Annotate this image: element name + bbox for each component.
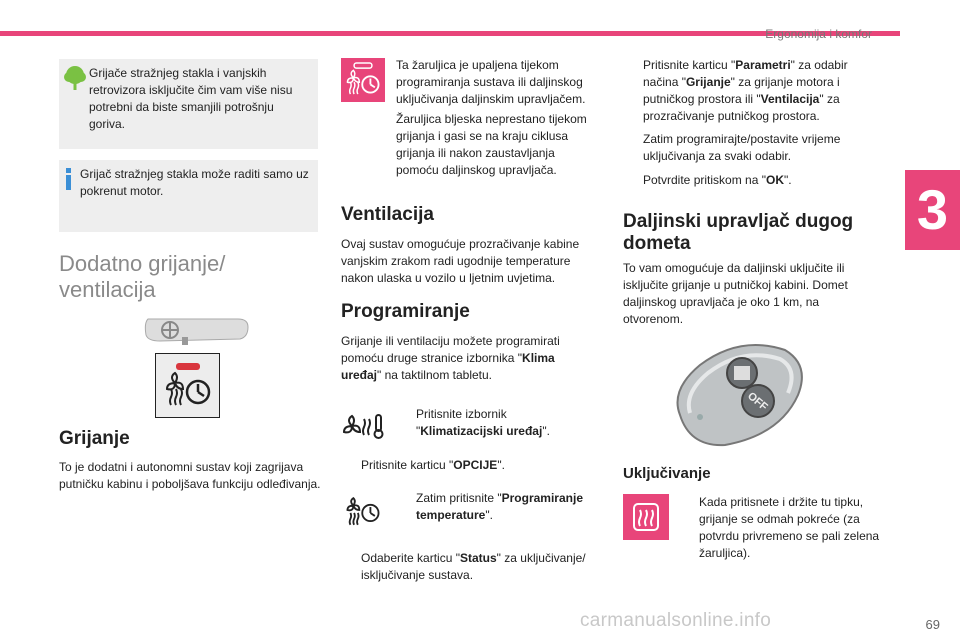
- lamp-text-1: Ta žaruljica je upaljena tijekom programiranja sustava ili daljinskog uključivanja daljinskim upravljačem.: [396, 58, 586, 106]
- rear-mirror-icon: [140, 311, 252, 352]
- bullet-program-time: [623, 131, 873, 165]
- step-1-post: ".: [542, 424, 550, 438]
- step-4-bold: Status: [459, 551, 497, 565]
- heating-title: Grijanje: [59, 428, 130, 449]
- switch-on-title: Uključivanje: [623, 465, 711, 482]
- remote-title: Daljinski upravljač dugog dometa: [623, 211, 854, 254]
- step-3-bold: Programiranje temperature: [416, 491, 583, 522]
- programming-text-pre: Grijanje ili ventilaciju možete programirati pomoću druge stranice izbornika ": [341, 334, 560, 365]
- bullet-program-time-text: Zatim programirajte/postavite vrijeme uključivanja za svaki odabir.: [643, 132, 841, 163]
- chapter-title: Ergonomija i komfor: [765, 27, 872, 41]
- bullet-marker: [396, 490, 416, 524]
- step-1: [396, 406, 596, 440]
- remote-heating-button-icon: [623, 494, 669, 540]
- bullet-marker: [623, 131, 643, 165]
- eco-leaf-icon: [64, 65, 86, 96]
- heating-text: To je dodatni i autonomni sustav koji zagrijava putničku kabinu i poboljšava funkciju odleđivanja.: [59, 460, 321, 491]
- ventilation-text: Ovaj sustav omogućuje prozračivanje kabine vanjskim zrakom radi ugodnije temperature nakon ulaska u vozilo u ljetnim uvjetima.: [341, 237, 580, 285]
- programming-temperature-icon: [343, 492, 383, 533]
- bullet-marker: [679, 494, 699, 562]
- bullet-parameters: Pritisnite karticu "Parametri" za odabir načina "Grijanje" za grijanje motora i putničkog prostora ili "Ventilacija" za prozračivanje putničkog prostora.: [623, 57, 873, 125]
- step-2: [341, 457, 597, 474]
- step-4: [341, 550, 597, 584]
- programming-text-bold: Klima uređaj: [341, 351, 555, 382]
- bullet-marker: [396, 406, 416, 440]
- remote-control-image: [670, 335, 810, 455]
- bullet-confirm-ok: Potvrdite pritiskom na "OK".: [623, 172, 873, 189]
- step-1-bold: Klimatizacijski uređaj: [420, 424, 543, 438]
- lamp-text-2: Žaruljica bljeska neprestano tijekom grijanja i gasi se na kraju ciklusa grijanja ili nakon zaustavljanja pomoću daljinskog upravljača.: [396, 112, 587, 177]
- section-title: [59, 251, 319, 303]
- step-1-pre: Pritisnite izbornik ": [416, 407, 507, 438]
- step-2-pre: Pritisnite karticu ": [361, 458, 454, 472]
- switch-on-text-body: Kada pritisnete i držite tu tipku, grijanje se odmah pokreće (za potvrdu privremeno se pali zelena žaruljica).: [699, 495, 880, 560]
- bullet-marker: [341, 457, 361, 474]
- remote-off-label: OFF: [745, 390, 770, 414]
- info-icon: [65, 168, 73, 195]
- climate-menu-icon: [342, 413, 386, 444]
- step-4-pre: Odaberite karticu ": [361, 551, 460, 565]
- ventilation-title: Ventilacija: [341, 204, 434, 225]
- step-4-post: " za uključivanje/ isključivanje sustava.: [361, 551, 586, 582]
- switch-on-text: [679, 494, 884, 562]
- programming-lamp-icon: [341, 58, 385, 102]
- chapter-number-tab: 3: [905, 170, 960, 250]
- programming-text: [341, 333, 593, 384]
- section-title-line2: ventilacija: [59, 277, 156, 302]
- step-3-pre: Zatim pritisnite ": [416, 491, 502, 505]
- eco-note-text: Grijače stražnjeg stakla i vanjskih retrovizora isključite čim vam više nisu potrebni da biste smanjili potrošnju goriva.: [89, 66, 293, 131]
- programming-text-post: " na taktilnom tabletu.: [377, 368, 493, 382]
- remote-text: To vam omogućuje da daljinski uključite ili isključite grijanje u putničkoj kabini. Domet daljinskog upravljača je oko 1 km, na otvorenom.: [623, 261, 848, 326]
- bullet-marker: [623, 57, 643, 125]
- step-2-post: ".: [497, 458, 505, 472]
- bullet-marker: [623, 172, 643, 189]
- auxiliary-heating-icon: [155, 353, 220, 418]
- info-note-text: Grijač stražnjeg stakla može raditi samo uz pokrenut motor.: [80, 167, 309, 198]
- watermark: carmanualsonline.info: [580, 610, 772, 631]
- bullet-marker: [341, 550, 361, 584]
- page-number: 69: [925, 617, 940, 632]
- eco-note: [59, 59, 318, 149]
- section-title-line1: Dodatno grijanje/: [59, 251, 226, 276]
- info-note: [59, 160, 318, 232]
- step-2-bold: OPCIJE: [453, 458, 498, 472]
- step-3: [396, 490, 596, 524]
- programming-title: Programiranje: [341, 301, 470, 322]
- step-3-post: ".: [485, 508, 493, 522]
